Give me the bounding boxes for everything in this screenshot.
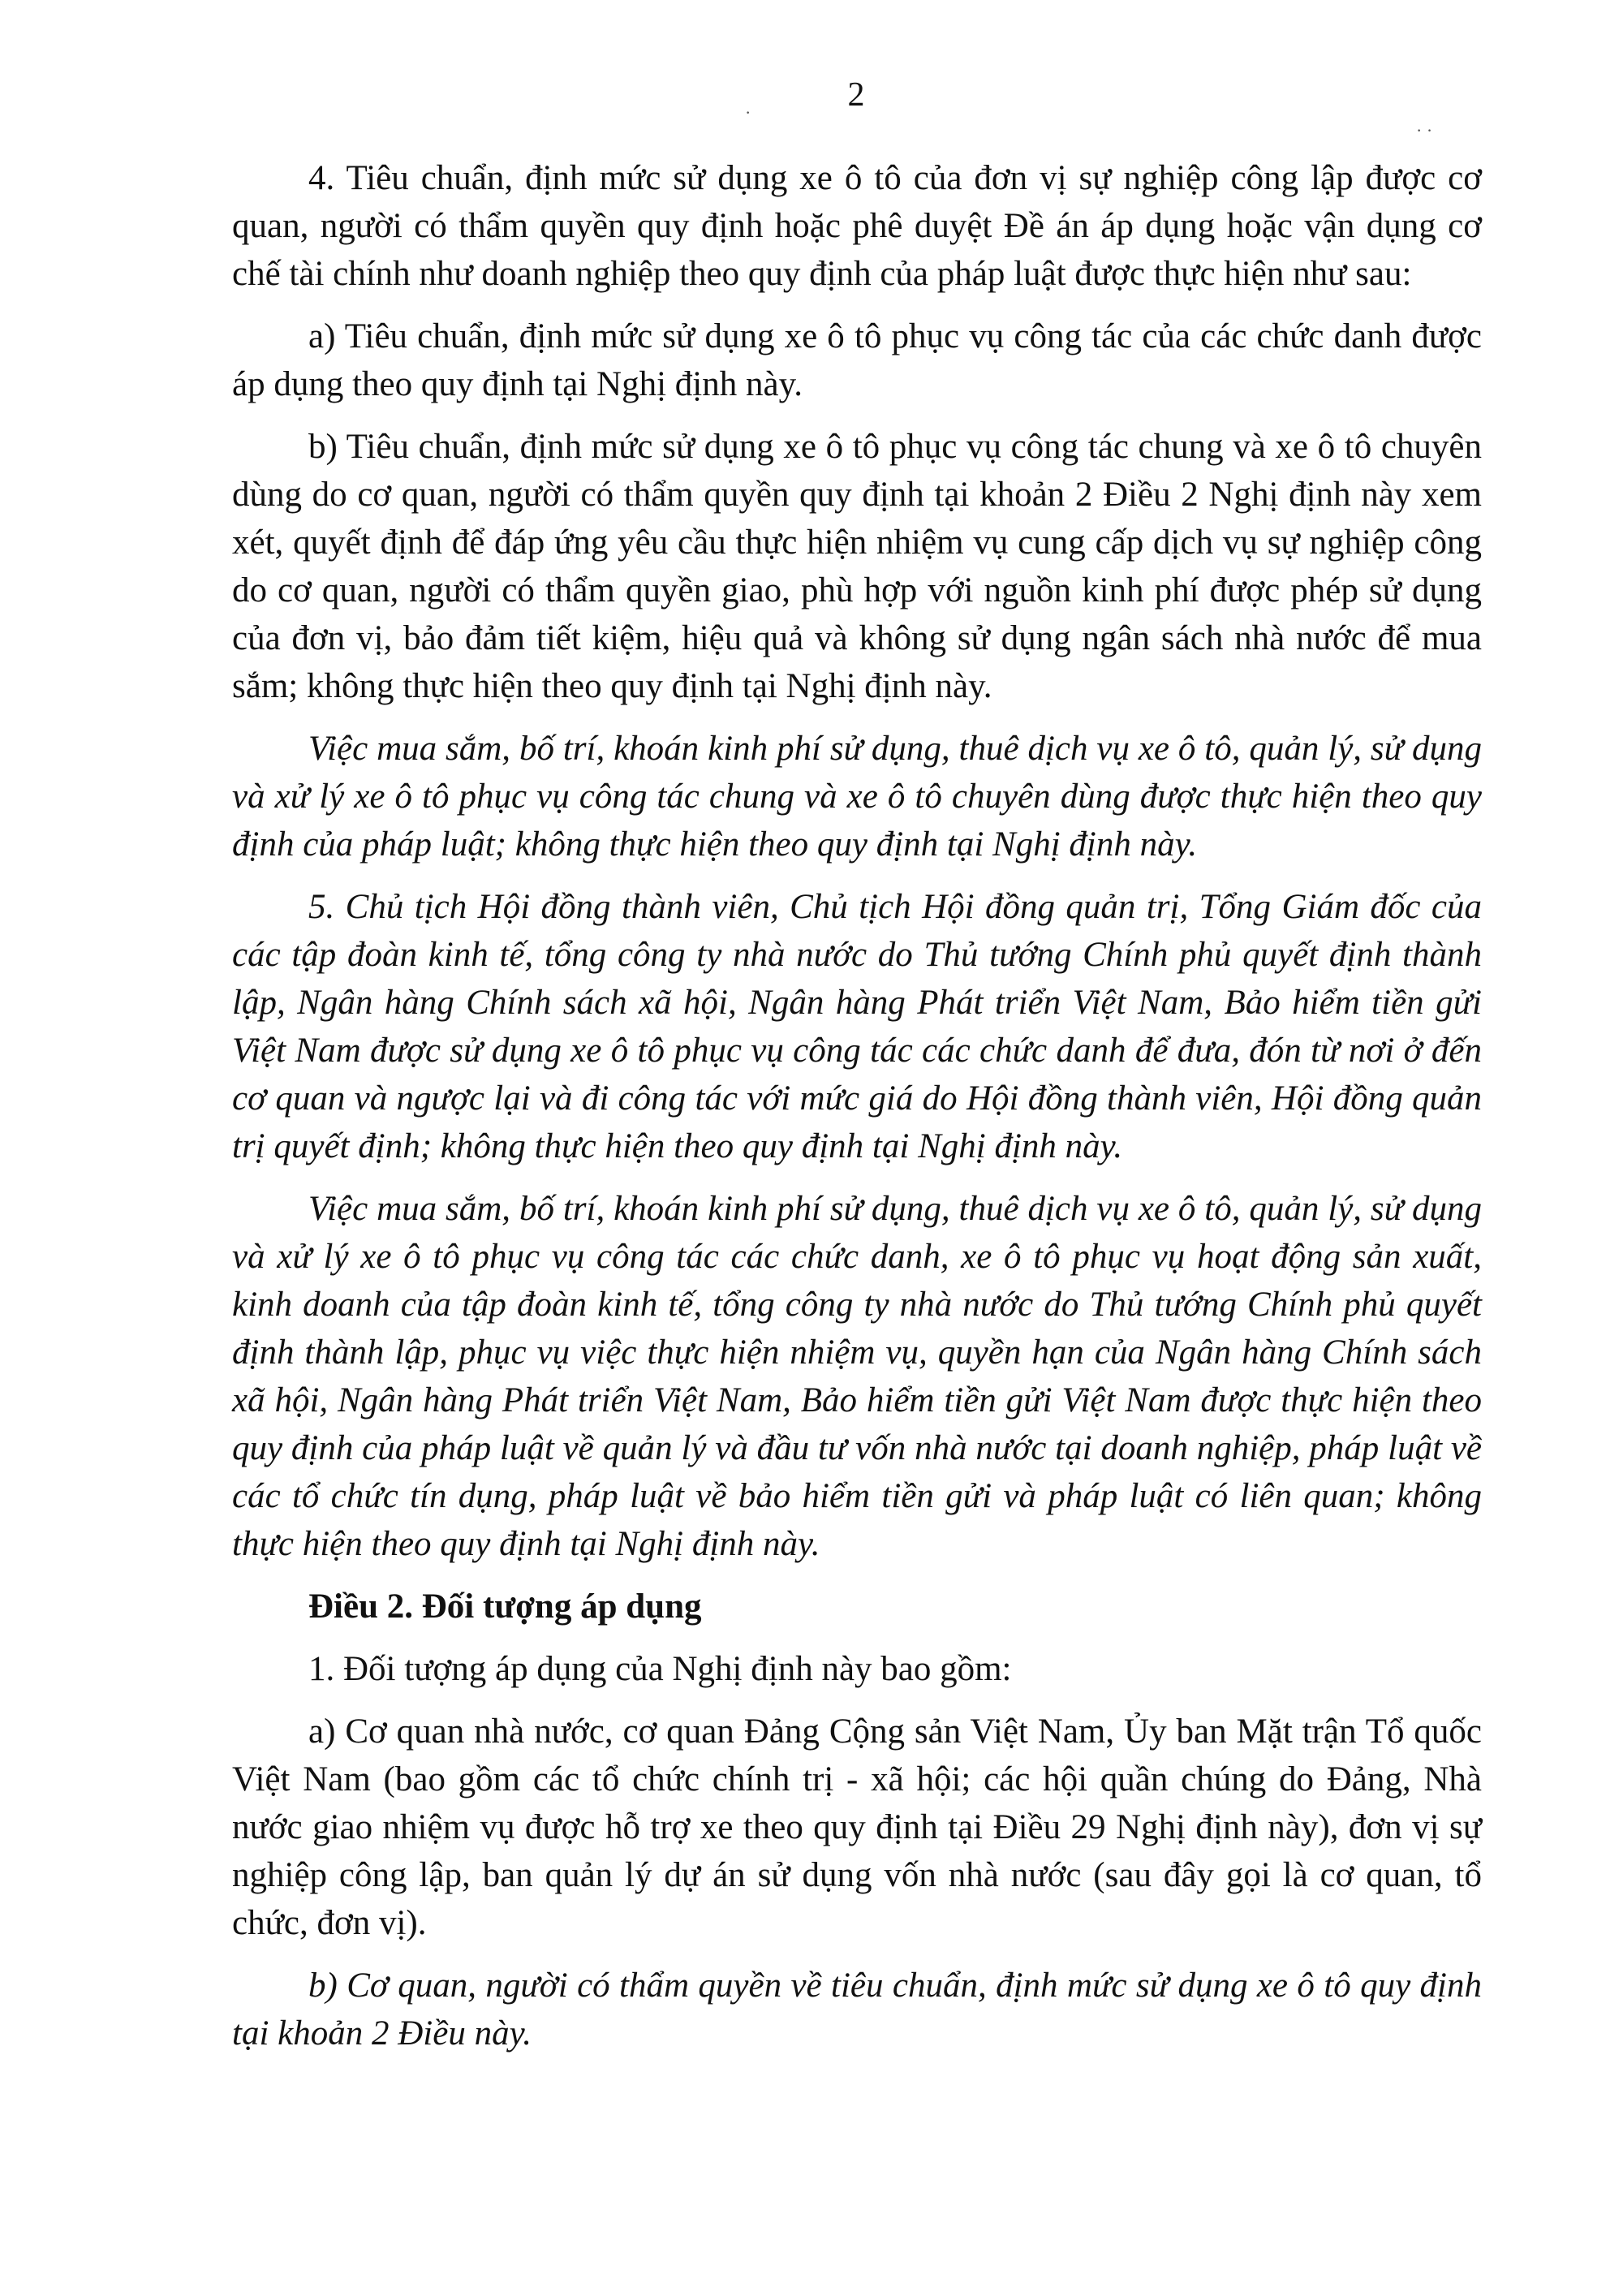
article-2-clause-1b: b) Cơ quan, người có thẩm quyền về tiêu chuẩn, định mức sử dụng xe ô tô quy định tại khoản 2 Điều này.: [232, 1966, 1482, 2053]
article-2-clause-1: 1. Đối tượng áp dụng của Nghị định này bao gồm:: [308, 1650, 1012, 1688]
paragraph-4: 4. Tiêu chuẩn, định mức sử dụng xe ô tô của đơn vị sự nghiệp công lập được cơ quan, người có thẩm quyền quy định hoặc phê duyệt Đề án áp dụng hoặc vận dụng cơ chế tài chính như doanh nghiệp theo quy định của pháp luật được thực hiện như sau:: [232, 159, 1482, 293]
scan-speck: · ·: [1416, 120, 1433, 140]
paragraph-4a: a) Tiêu chuẩn, định mức sử dụng xe ô tô phục vụ công tác của các chức danh được áp dụng theo quy định tại Nghị định này.: [232, 317, 1482, 403]
paragraph-4b-note: Việc mua sắm, bố trí, khoán kinh phí sử dụng, thuê dịch vụ xe ô tô, quản lý, sử dụng và xử lý xe ô tô phục vụ công tác chung và xe ô tô chuyên dùng được thực hiện theo quy định của pháp luật; không thực hiện theo quy định tại Nghị định này.: [232, 730, 1482, 864]
paragraph-5: 5. Chủ tịch Hội đồng thành viên, Chủ tịch Hội đồng quản trị, Tổng Giám đốc của các tập đoàn kinh tế, tổng công ty nhà nước do Thủ tướng Chính phủ quyết định thành lập, Ngân hàng Chính sách xã hội, Ngân hàng Phát triển Việt Nam, Bảo hiểm tiền gửi Việt Nam được sử dụng xe ô tô phục vụ công tác các chức danh để đưa, đón từ nơi ở đến cơ quan và ngược lại và đi công tác với mức giá do Hội đồng thành viên, Hội đồng quản trị quyết định; không thực hiện theo quy định tại Nghị định này.: [232, 888, 1482, 1165]
paragraph-5-note: Việc mua sắm, bố trí, khoán kinh phí sử dụng, thuê dịch vụ xe ô tô, quản lý, sử dụng và xử lý xe ô tô phục vụ công tác các chức danh, xe ô tô phục vụ hoạt động sản xuất, kinh doanh của tập đoàn kinh tế, tổng công ty nhà nước do Thủ tướng Chính phủ quyết định thành lập, phục vụ việc thực hiện nhiệm vụ, quyền hạn của Ngân hàng Chính sách xã hội, Ngân hàng Phát triển Việt Nam, Bảo hiểm tiền gửi Việt Nam được thực hiện theo quy định của pháp luật về quản lý và đầu tư vốn nhà nước tại doanh nghiệp, pháp luật về các tổ chức tín dụng, pháp luật về bảo hiểm tiền gửi và pháp luật có liên quan; không thực hiện theo quy định tại Nghị định này.: [232, 1190, 1482, 1563]
article-2-heading: Điều 2. Đối tượng áp dụng: [308, 1587, 702, 1626]
scan-speck: ·: [745, 102, 751, 123]
paragraph-4b: b) Tiêu chuẩn, định mức sử dụng xe ô tô phục vụ công tác chung và xe ô tô chuyên dùng do cơ quan, người có thẩm quyền quy định tại khoản 2 Điều 2 Nghị định này xem xét, quyết định để đáp ứng yêu cầu thực hiện nhiệm vụ cung cấp dịch vụ sự nghiệp công do cơ quan, người có thẩm quyền giao, phù hợp với nguồn kinh phí được phép sử dụng của đơn vị, bảo đảm tiết kiệm, hiệu quả và không sử dụng ngân sách nhà nước để mua sắm; không thực hiện theo quy định tại Nghị định này.: [232, 428, 1482, 705]
page-number: 2: [847, 76, 865, 114]
article-2-clause-1a: a) Cơ quan nhà nước, cơ quan Đảng Cộng sản Việt Nam, Ủy ban Mặt trận Tổ quốc Việt Nam (bao gồm các tổ chức chính trị - xã hội; các hội quần chúng do Đảng, Nhà nước giao nhiệm vụ được hỗ trợ xe theo quy định tại Điều 29 Nghị định này), đơn vị sự nghiệp công lập, ban quản lý dự án sử dụng vốn nhà nước (sau đây gọi là cơ quan, tổ chức, đơn vị).: [232, 1712, 1482, 1942]
document-body: [232, 154, 1482, 2072]
